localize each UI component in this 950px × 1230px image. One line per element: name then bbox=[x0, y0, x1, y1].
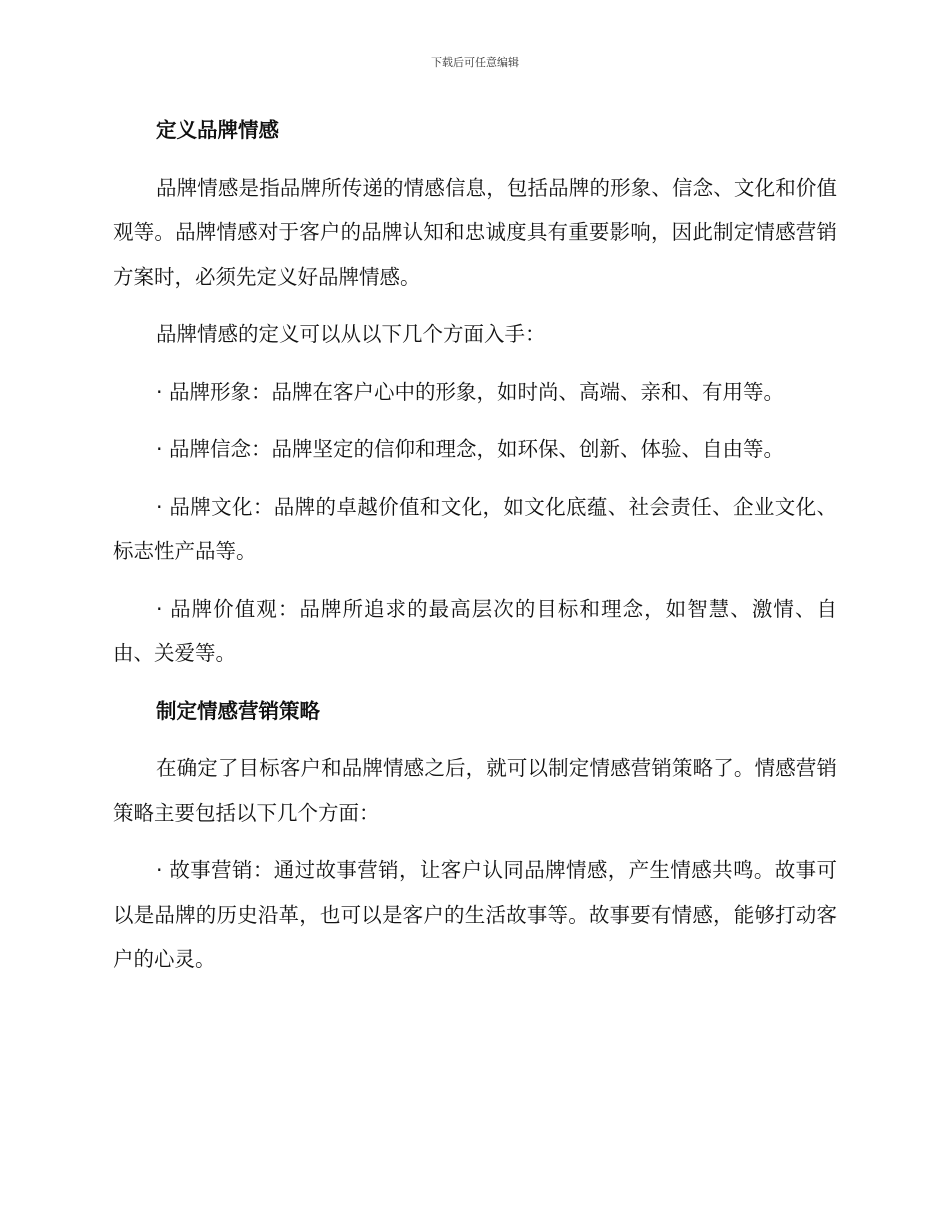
section-define-brand-emotion bbox=[113, 108, 837, 676]
paragraph-intro: 品牌情感是指品牌所传递的情感信息，包括品牌的形象、信念、文化和价值观等。品牌情感对于客户的品牌认知和忠诚度具有重要影响，因此制定情感营销方案时，必须先定义好品牌情感。 bbox=[113, 175, 837, 289]
paragraph-strategy-intro: 在确定了目标客户和品牌情感之后，就可以制定情感营销策略了。情感营销策略主要包括以下几个方面： bbox=[113, 756, 837, 825]
section-emotional-marketing-strategy bbox=[113, 689, 837, 982]
paragraph-aspects-lead: 品牌情感的定义可以从以下几个方面入手： bbox=[156, 322, 546, 346]
list-item-brand-values: · 品牌价值观：品牌所追求的最高层次的目标和理念，如智慧、激情、自由、关爱等。 bbox=[113, 596, 837, 665]
document-body bbox=[113, 108, 837, 995]
page-header: 下载后可任意编辑 bbox=[431, 56, 519, 69]
list-item-brand-image: · 品牌形象：品牌在客户心中的形象，如时尚、高端、亲和、有用等。 bbox=[156, 379, 785, 404]
list-item-story-marketing: · 故事营销：通过故事营销，让客户认同品牌情感，产生情感共鸣。故事可以是品牌的历史沿革，也可以是客户的生活故事等。故事要有情感，能够打动客户的心灵。 bbox=[113, 858, 837, 971]
section-heading: 定义品牌情感 bbox=[156, 118, 279, 142]
section-heading: 制定情感营销策略 bbox=[156, 698, 320, 723]
list-item-brand-belief: · 品牌信念：品牌坚定的信仰和理念，如环保、创新、体验、自由等。 bbox=[156, 437, 785, 461]
list-item-brand-culture: · 品牌文化：品牌的卓越价值和文化，如文化底蕴、社会责任、企业文化、标志性产品等。 bbox=[113, 494, 837, 563]
